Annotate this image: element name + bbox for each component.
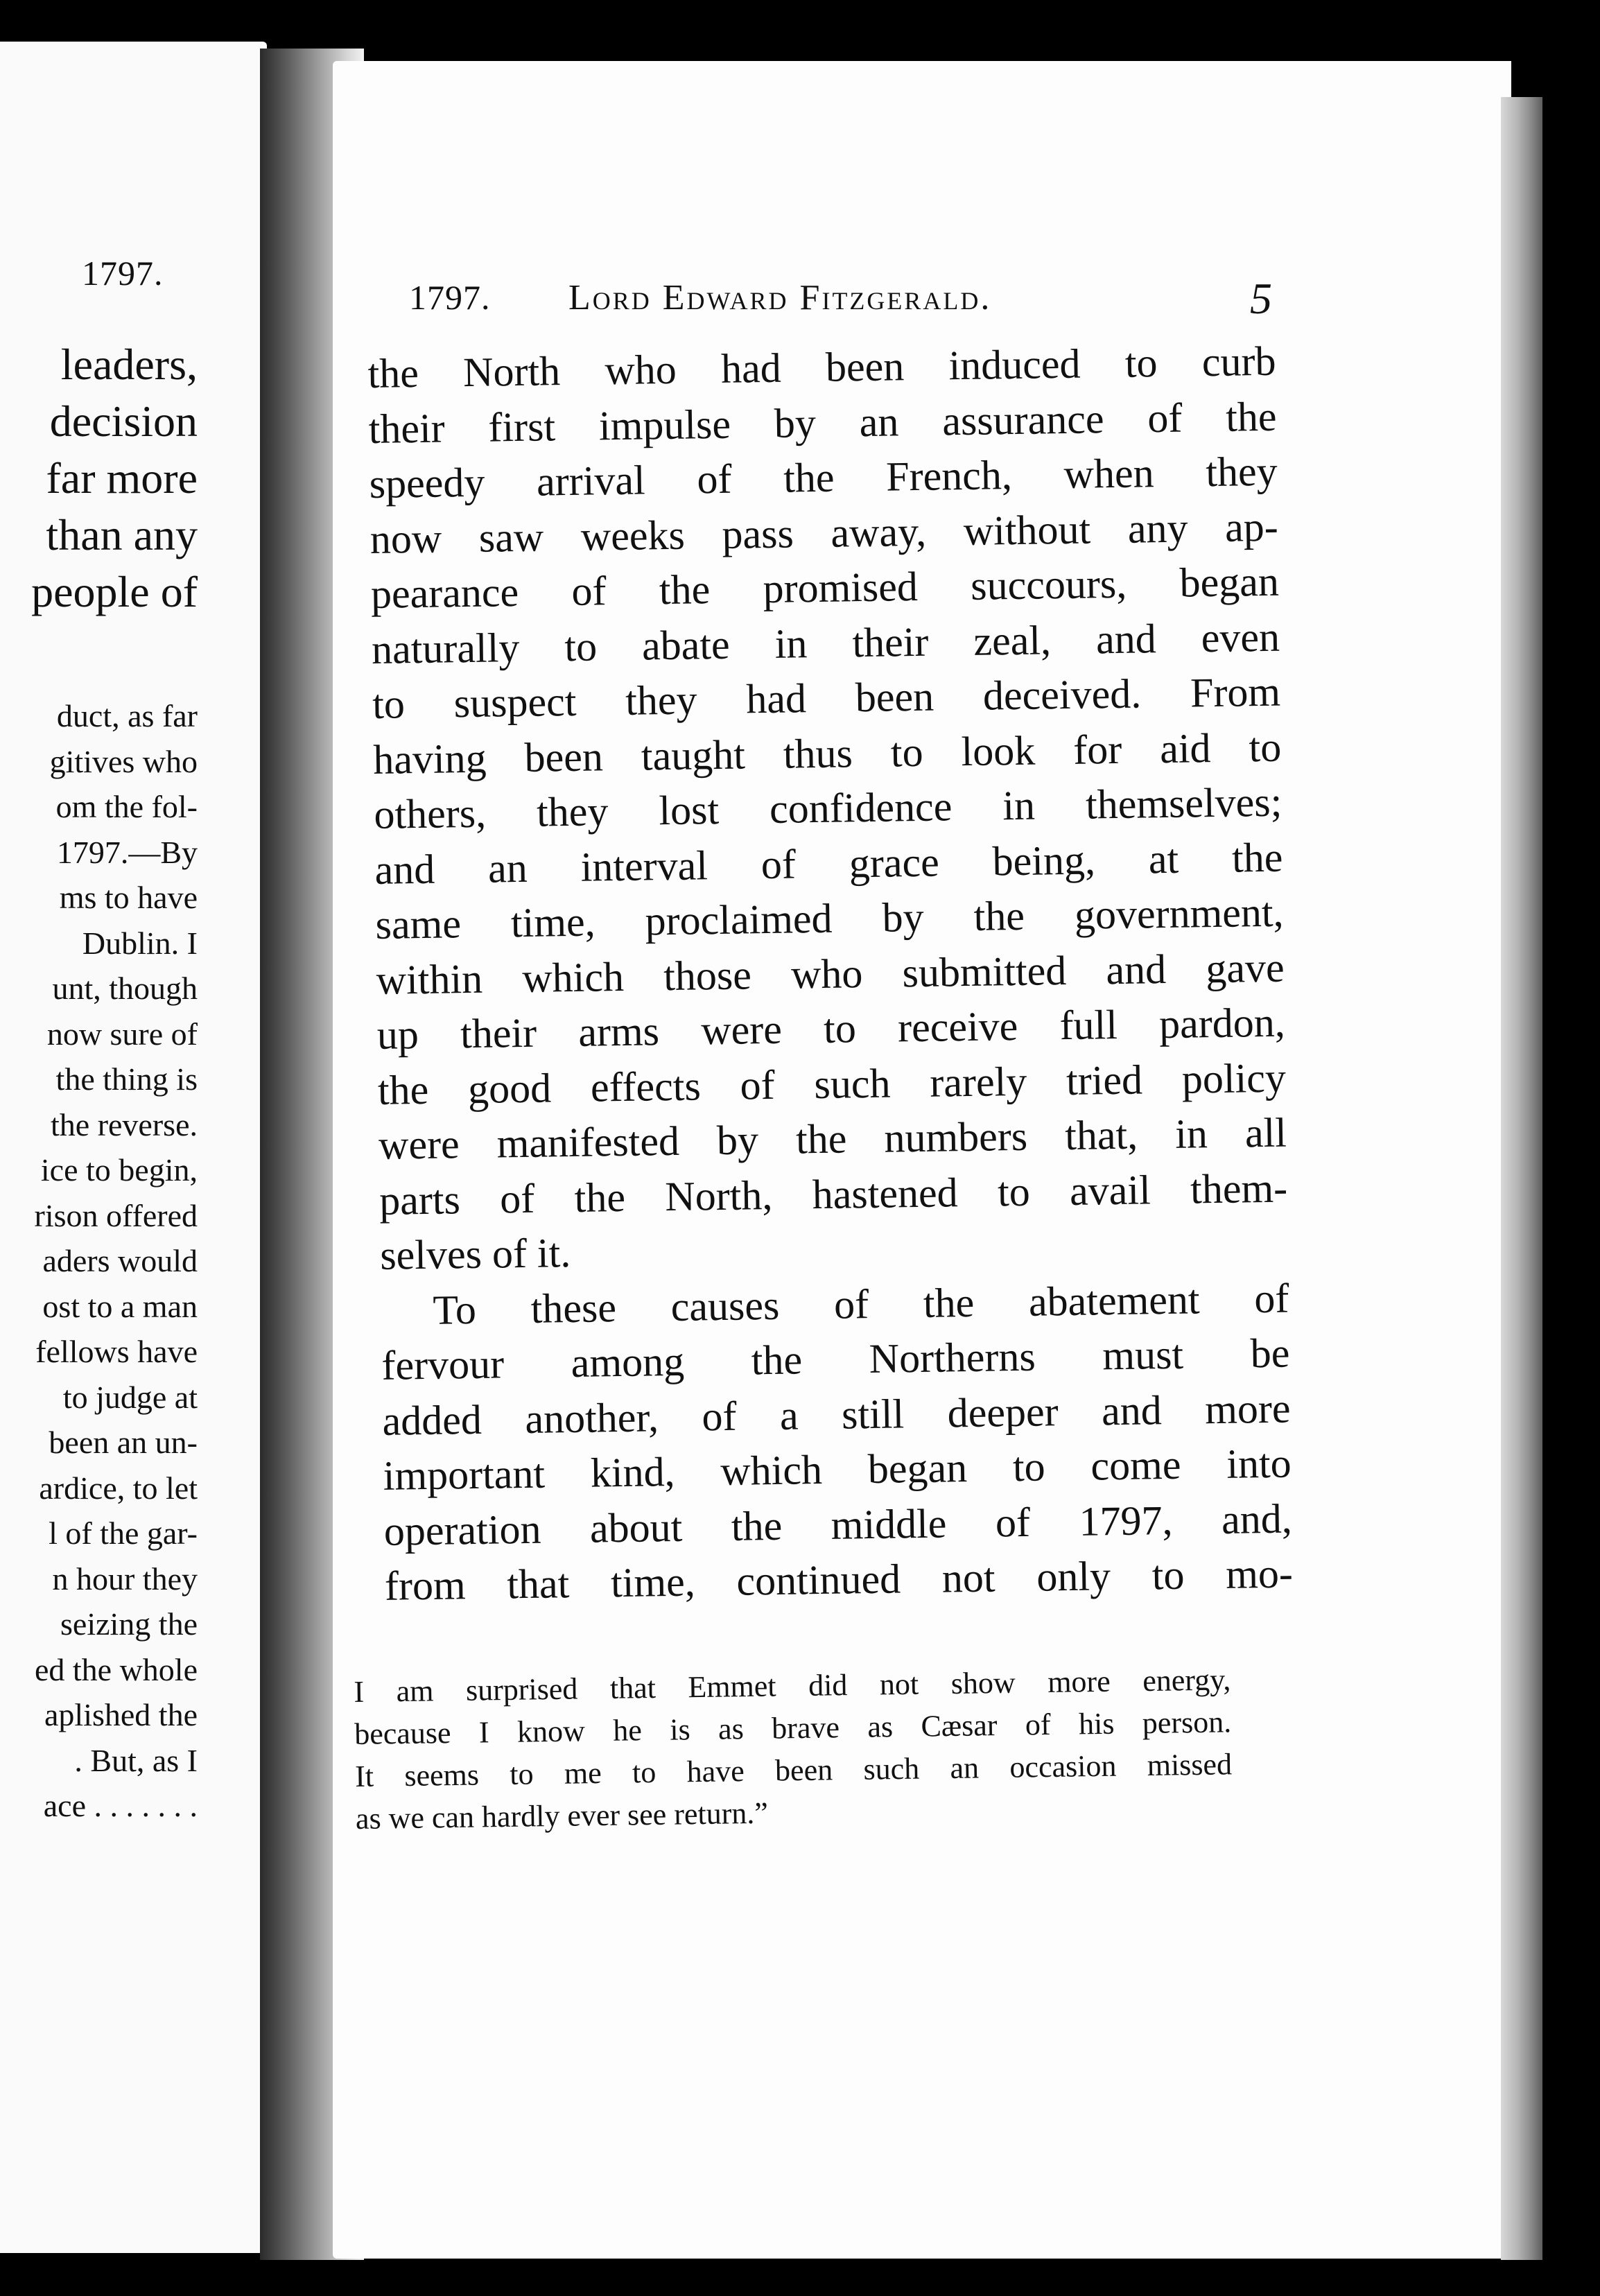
previous-page-footnote-line: n hour they — [52, 1560, 198, 1597]
paragraph-2 — [381, 1271, 1294, 1614]
previous-page-footnote-line: rison offered — [34, 1197, 198, 1233]
text-line: important kind, which began to come into — [383, 1440, 1292, 1499]
previous-page-body-line: leaders, — [60, 340, 198, 389]
text-line: pearance of the promised succours, began — [370, 558, 1280, 617]
header-title: Lord Edward Fitzgerald. — [568, 278, 992, 318]
previous-page-footnote-line: . But, as I — [74, 1742, 198, 1778]
previous-page-footnote-line: now sure of — [46, 1016, 198, 1052]
page-number: 5 — [1250, 274, 1272, 323]
previous-page-footnote-line: ed the whole — [34, 1651, 198, 1687]
text-line: to suspect they had been deceived. From — [372, 668, 1281, 727]
previous-page-footnote — [35, 693, 198, 1829]
text-line: added another, of a still deeper and more — [382, 1385, 1291, 1444]
previous-page-footnote-line: the reverse. — [51, 1106, 198, 1142]
text-line: having been taught thus to look for aid to — [372, 724, 1282, 783]
previous-page-footnote-line: gitives who — [49, 743, 198, 779]
previous-page-body-line: than any — [46, 510, 198, 559]
previous-page-footnote-line: om the fol- — [55, 789, 198, 824]
text-line: naturally to abate in their zeal, and even — [371, 614, 1280, 672]
previous-page-footnote-line: ms to have — [59, 880, 198, 915]
previous-page-footnote-line: ice to begin, — [40, 1152, 198, 1188]
previous-page-footnote-line: to judge at — [62, 1379, 198, 1415]
text-line: and an interval of grace being, at the — [374, 834, 1283, 893]
text-line: their first impulse by an assurance of the — [368, 393, 1277, 452]
previous-page-body-line: people of — [31, 567, 198, 616]
previous-page-footnote-line: ost to a man — [42, 1288, 198, 1324]
previous-page-footnote-line: ardice, to let — [39, 1470, 198, 1506]
text-line: within which those who submitted and gave — [376, 944, 1285, 1003]
previous-page-footnote-line: aders would — [42, 1243, 198, 1278]
paragraph-1 — [367, 334, 1289, 1284]
text-line: now saw weeks pass away, without any ap- — [369, 503, 1279, 562]
previous-page-footnote-line: the thing is — [55, 1061, 198, 1097]
previous-page-header-year: 1797. — [82, 254, 164, 293]
previous-page-footnote-line: unt, though — [52, 971, 198, 1006]
text-line: up their arms were to receive full pardon, — [376, 999, 1286, 1058]
text-line: others, they lost confidence in themselves; — [373, 779, 1282, 837]
text-line: fervour among the Northerns must be — [381, 1330, 1290, 1389]
previous-page — [0, 42, 267, 2253]
text-line: To these causes of the abatement of — [432, 1275, 1289, 1333]
text-line: the good effects of such rarely tried policy — [377, 1054, 1287, 1113]
previous-page-footnote-line: been an un- — [49, 1425, 198, 1460]
previous-page-body — [31, 336, 198, 620]
text-line: from that time, continued not only to mo- — [384, 1550, 1294, 1609]
previous-page-footnote-line: ace . . . . . . . — [43, 1788, 198, 1823]
footnote-line: I am surprised that Emmet did not show more energy, — [354, 1662, 1231, 1709]
previous-page-footnote-line: 1797.—By — [56, 834, 198, 870]
previous-page-body-line: far more — [46, 453, 198, 503]
footnote-line: because I know he is as brave as Cæsar of his person. — [354, 1705, 1232, 1751]
running-head — [409, 274, 1272, 326]
previous-page-footnote-line: fellows have — [35, 1334, 198, 1369]
header-year: 1797. — [409, 278, 491, 317]
text-line: speedy arrival of the French, when they — [369, 448, 1278, 507]
text-line: were manifested by the numbers that, in all — [378, 1109, 1287, 1168]
previous-page-body-line: decision — [49, 397, 198, 446]
previous-page-footnote-line: seizing the — [60, 1606, 198, 1642]
text-line: operation about the middle of 1797, and, — [383, 1495, 1293, 1554]
footnote-line: as we can hardly ever see return.” — [355, 1795, 769, 1836]
previous-page-footnote-line: duct, as far — [56, 698, 198, 733]
footnote-line: It seems to me to have been such an occasion missed — [354, 1747, 1233, 1793]
text-line: same time, proclaimed by the government, — [375, 889, 1284, 948]
previous-page-footnote-line: Dublin. I — [82, 925, 198, 961]
body-text — [367, 334, 1293, 1615]
page-edge-shadow — [1501, 97, 1542, 2260]
text-line: parts of the North, hastened to avail them- — [379, 1165, 1288, 1224]
text-line: the North who had been induced to curb — [367, 338, 1276, 397]
previous-page-footnote-line: l of the gar- — [49, 1515, 198, 1551]
footnote — [354, 1658, 1233, 1840]
previous-page-footnote-line: aplished the — [44, 1697, 198, 1732]
text-line: selves of it. — [379, 1230, 571, 1278]
